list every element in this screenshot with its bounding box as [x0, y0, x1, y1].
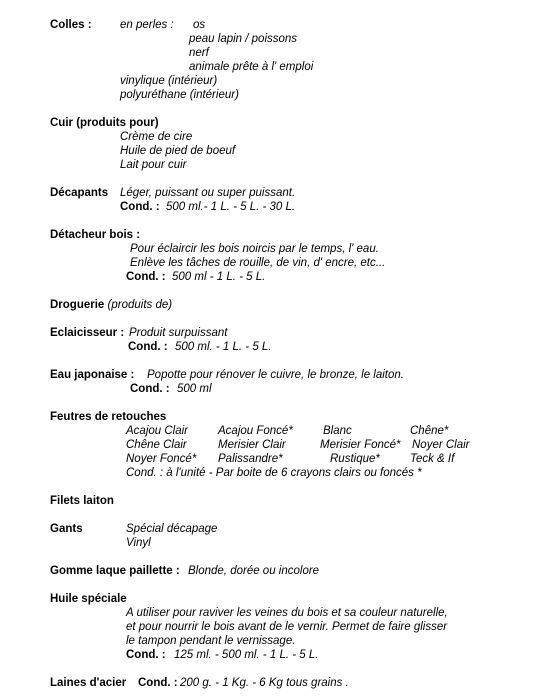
huile-line3: le tampon pendant le vernissage. — [126, 635, 296, 647]
gants-item: Spécial décapage — [126, 523, 218, 535]
huile-cond-label: Cond. : — [126, 649, 166, 661]
laines-cond-value: 200 g. - 1 Kg. - 6 Kg tous grains . — [180, 677, 349, 689]
eclaircisseur-cond-label: Cond. : — [128, 341, 168, 353]
gants-title: Gants — [50, 523, 83, 535]
decapants-desc: Léger, puissant ou super puissant. — [120, 187, 296, 199]
huile-title: Huile spéciale — [50, 593, 127, 605]
feutres-cond: Cond. : à l'unité - Par boite de 6 crayons clairs ou foncés * — [126, 467, 422, 479]
feutres-cell: Noyer Clair — [412, 439, 470, 451]
eau-japonaise-cond-label: Cond. : — [130, 383, 170, 395]
eclaircisseur-cond-value: 500 ml. - 1 L. - 5 L. — [175, 341, 272, 353]
colles-title: Colles : — [50, 19, 92, 31]
huile-line1: A utiliser pour raviver les veines du bois et sa couleur naturelle, — [126, 607, 448, 619]
feutres-cell: Blanc — [323, 425, 352, 437]
filets-title: Filets laiton — [50, 495, 114, 507]
huile-cond-value: 125 ml. - 500 ml. - 1 L. - 5 L. — [174, 649, 319, 661]
detacheur-title: Détacheur bois : — [50, 229, 141, 241]
feutres-cell: Chêne* — [410, 425, 449, 437]
eau-japonaise-title: Eau japonaise : — [50, 369, 135, 381]
droguerie-title: Droguerie — [50, 299, 105, 311]
eclaircisseur-title: Eclaicisseur : — [50, 327, 125, 339]
huile-line2: et pour nourrir le bois avant de le vernir. Permet de faire glisser — [126, 621, 448, 633]
feutres-cell: Noyer Foncé* — [126, 453, 197, 465]
feutres-title: Feutres de retouches — [50, 411, 167, 423]
laines-title: Laines d'acier — [50, 677, 127, 689]
detacheur-cond-value: 500 ml - 1 L. - 5 L. — [172, 271, 266, 283]
droguerie-note: (produits de) — [107, 299, 173, 311]
feutres-cell: Merisier Foncé* — [320, 439, 401, 451]
gomme-desc: Blonde, dorée ou incolore — [188, 565, 320, 577]
colles-nerf: nerf — [189, 47, 209, 59]
decapants-cond-label: Cond. : — [120, 201, 160, 213]
colles-en-perles: en perles : — [120, 19, 174, 31]
feutres-cell: Rustique* — [330, 453, 380, 465]
colles-vinylique: vinylique (intérieur) — [120, 75, 218, 87]
feutres-cell: Palissandre* — [218, 453, 283, 465]
decapants-cond-value: 500 ml.- 1 L. - 5 L. - 30 L. — [166, 201, 296, 213]
colles-animale: animale prête à l' emploi — [189, 61, 314, 73]
cuir-item: Crème de cire — [120, 131, 193, 143]
gants-item: Vinyl — [126, 537, 151, 549]
cuir-title: Cuir (produits pour) — [50, 117, 159, 129]
colles-peau: peau lapin / poissons — [189, 33, 298, 45]
eclaircisseur-desc: Produit surpuissant — [129, 327, 228, 339]
feutres-cell: Teck & If — [410, 453, 455, 465]
feutres-cell: Chêne Clair — [126, 439, 187, 451]
gomme-title: Gomme laque paillette : — [50, 565, 180, 577]
decapants-title: Décapants — [50, 187, 109, 199]
droguerie-heading — [50, 298, 172, 312]
feutres-cell: Acajou Clair — [126, 425, 188, 437]
eau-japonaise-desc: Popotte pour rénover le cuivre, le bronze, le laiton. — [147, 369, 404, 381]
feutres-cell: Merisier Clair — [218, 439, 286, 451]
laines-cond-label: Cond. : — [138, 677, 178, 689]
eau-japonaise-cond-value: 500 ml — [177, 383, 212, 395]
cuir-item: Huile de pied de boeuf — [120, 145, 236, 157]
detacheur-line1: Pour éclaircir les bois noircis par le temps, l' eau. — [130, 243, 379, 255]
cuir-item: Lait pour cuir — [120, 159, 187, 171]
colles-os: os — [193, 19, 206, 31]
colles-polyurethane: polyuréthane (intérieur) — [120, 89, 239, 101]
feutres-cell: Acajou Foncé* — [218, 425, 293, 437]
detacheur-cond-label: Cond. : — [126, 271, 166, 283]
detacheur-line2: Enlève les tâches de rouille, de vin, d' encre, etc... — [130, 257, 386, 269]
